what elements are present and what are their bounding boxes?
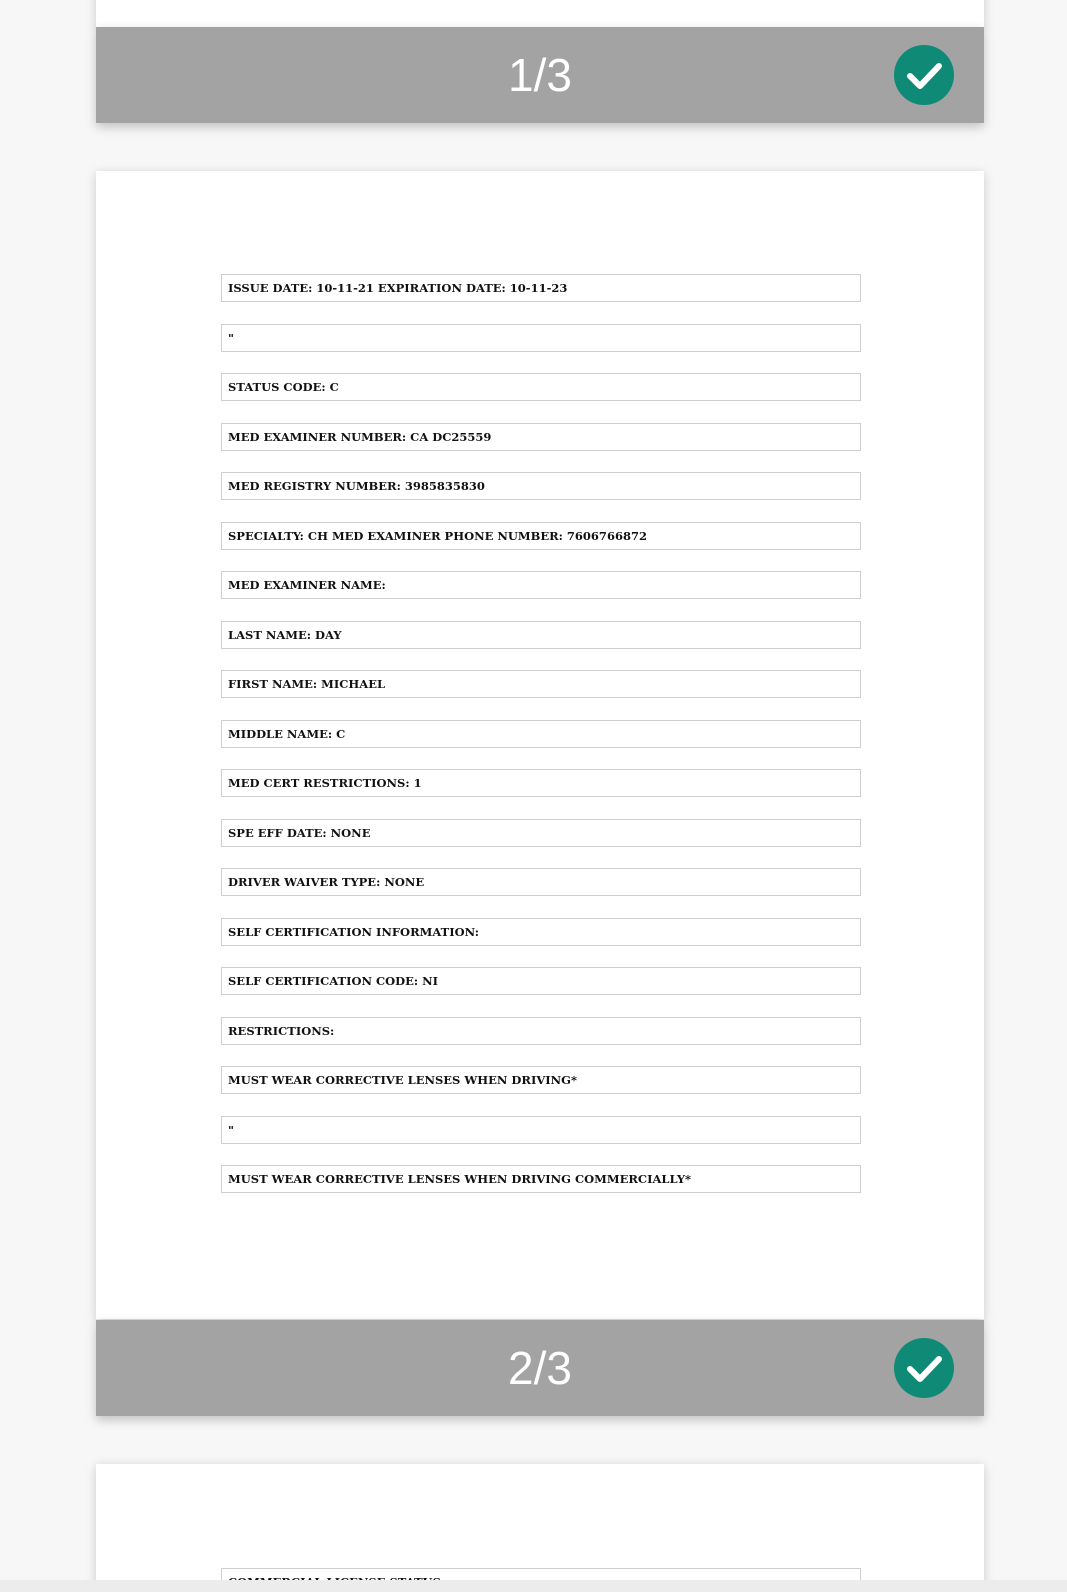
- field-last-name: LAST NAME: DAY: [221, 621, 861, 649]
- page-1-sheet: [96, 0, 984, 28]
- field-self-cert-code: SELF CERTIFICATION CODE: NI: [221, 967, 861, 995]
- field-specialty-phone: SPECIALTY: CH MED EXAMINER PHONE NUMBER: 7606766872: [221, 522, 861, 550]
- field-list: [221, 274, 861, 1215]
- field-driver-waiver-type: DRIVER WAIVER TYPE: NONE: [221, 868, 861, 896]
- page-number-label: 2/3: [508, 1342, 572, 1394]
- field-spe-eff-date: SPE EFF DATE: NONE: [221, 819, 861, 847]
- field-status-code: STATUS CODE: C: [221, 373, 861, 401]
- check-circle-icon: [894, 1338, 954, 1398]
- field-quote-mark: ": [221, 324, 861, 352]
- field-med-cert-restrictions: MED CERT RESTRICTIONS: 1: [221, 769, 861, 797]
- field-quote-mark-2: ": [221, 1116, 861, 1144]
- page-3-sheet: [96, 1464, 984, 1592]
- field-middle-name: MIDDLE NAME: C: [221, 720, 861, 748]
- field-issue-expiration-date: ISSUE DATE: 10-11-21 EXPIRATION DATE: 10-11-23: [221, 274, 861, 302]
- field-corrective-lenses: MUST WEAR CORRECTIVE LENSES WHEN DRIVING*: [221, 1066, 861, 1094]
- field-med-examiner-name: MED EXAMINER NAME:: [221, 571, 861, 599]
- field-med-examiner-number: MED EXAMINER NUMBER: CA DC25559: [221, 423, 861, 451]
- page-2-footer-bar: [96, 1320, 984, 1416]
- field-self-cert-info: SELF CERTIFICATION INFORMATION:: [221, 918, 861, 946]
- field-corrective-lenses-commercial: MUST WEAR CORRECTIVE LENSES WHEN DRIVING COMMERCIALLY*: [221, 1165, 861, 1193]
- check-circle-icon: [894, 45, 954, 105]
- field-med-registry-number: MED REGISTRY NUMBER: 3985835830: [221, 472, 861, 500]
- page-2-sheet: [96, 171, 984, 1319]
- viewer-bottom-edge: [0, 1580, 1067, 1592]
- field-restrictions: RESTRICTIONS:: [221, 1017, 861, 1045]
- field-first-name: FIRST NAME: MICHAEL: [221, 670, 861, 698]
- page-1-footer-bar: [96, 27, 984, 123]
- page-number-label: 1/3: [508, 49, 572, 101]
